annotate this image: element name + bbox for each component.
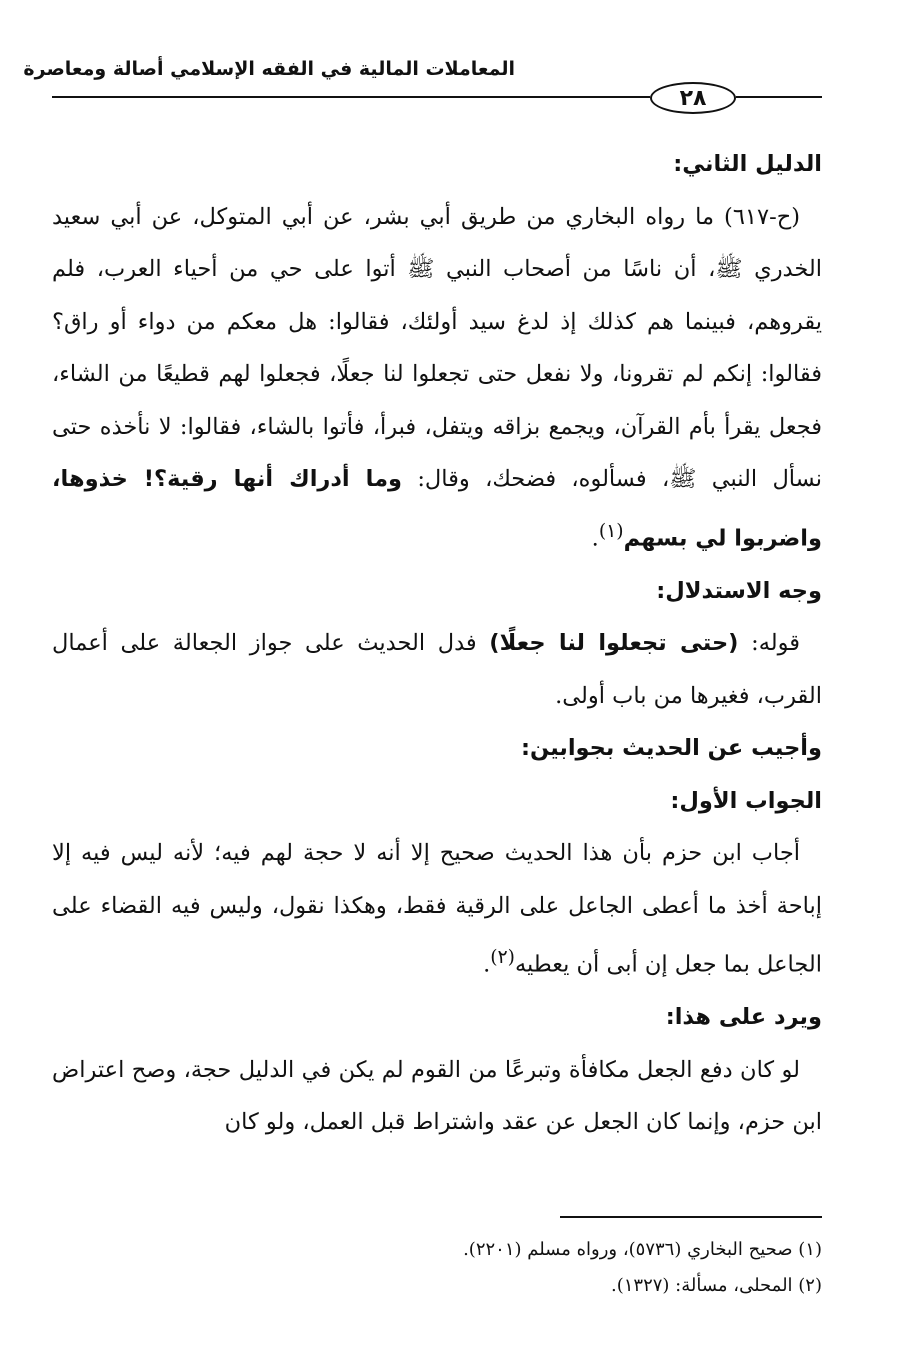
hadith-paragraph [52, 191, 822, 565]
heading-rebuttal: ويرد على هذا: [665, 1004, 822, 1030]
running-title: المعاملات المالية في الفقه الإسلامي أصالة ومعاصرة [23, 58, 515, 80]
heading-first-answer: الجواب الأول: [670, 787, 822, 814]
rebuttal-paragraph: لو كان دفع الجعل مكافأة وتبرعًا من القوم لم يكن في الدليل حجة، وصح اعتراض ابن حزم، وإنما كان الجعل عن عقد واشتراط قبل العمل، ولو كان [52, 1056, 822, 1135]
heading-two-answers: وأجيب عن الحديث بجوابين: [520, 735, 822, 761]
footnotes [52, 1232, 822, 1304]
heading-second-evidence: الدليل الثاني: [673, 151, 822, 177]
footnote-1: (١) صحيح البخاري (٥٧٣٦)، ورواه مسلم (٢٢٠١). [463, 1239, 822, 1260]
heading-inference: وجه الاستدلال: [656, 577, 822, 604]
header-rule-left [52, 96, 650, 98]
header-rule-right [736, 96, 822, 98]
hadith-quote: وما أدراك أنها رقية؟! خذوها، واضربوا لي بسهم [52, 466, 822, 551]
ibn-hazm-end: . [483, 951, 491, 978]
footnote-ref-1: (١) [598, 520, 624, 542]
footnote-2: (٢) المحلى، مسألة: (١٣٢٧). [611, 1275, 822, 1296]
page-body [52, 138, 822, 1149]
hadith-end: . [591, 525, 599, 551]
inference-lead: قوله: [738, 630, 800, 656]
inference-paragraph [52, 617, 822, 722]
footnote-ref-2: (٢) [490, 947, 515, 968]
page-number: ٢٨ [650, 82, 736, 114]
inference-text: فدل الحديث على جواز الجعالة على أعمال القرب، فغيرها من باب أولى. [52, 630, 822, 709]
hadith-text: (ح-٦١٧) ما رواه البخاري من طريق أبي بشر، عن أبي المتوكل، عن أبي سعيد الخدري ﷺ، أن ناسًا من أصحاب النبي ﷺ أتوا على حي من أحياء العرب، فلم يقروهم، فبينما هم كذلك إذ لدغ سيد أولئك، فقالوا: هل معكم من دواء أو راق؟ فقالوا: إنكم لم تقرونا، ولا نفعل حتى تجعلوا لنا جعلًا، فجعلوا لهم قطيعًا من الشاء، فجعل يقرأ بأم القرآن، ويجمع بزاقه ويتفل، فبرأ، فأتوا بالشاء، فقالوا: لا نأخذه حتى نسأل النبي ﷺ، فسألوه، فضحك، وقال: [52, 203, 823, 492]
ibn-hazm-text: أجاب ابن حزم بأن هذا الحديث صحيح إلا أنه لا حجة لهم فيه؛ لأنه ليس فيه إلا إباحة أخذ ما أعطى الجاعل على الرقية فقط، وهكذا نقول، وليس فيه القضاء على الجاعل بما جعل إن أبى أن يعطيه [52, 840, 822, 978]
inference-quote: (حتى تجعلوا لنا جعلًا) [489, 630, 739, 656]
footnote-separator [560, 1216, 822, 1218]
ibn-hazm-paragraph [52, 827, 822, 991]
